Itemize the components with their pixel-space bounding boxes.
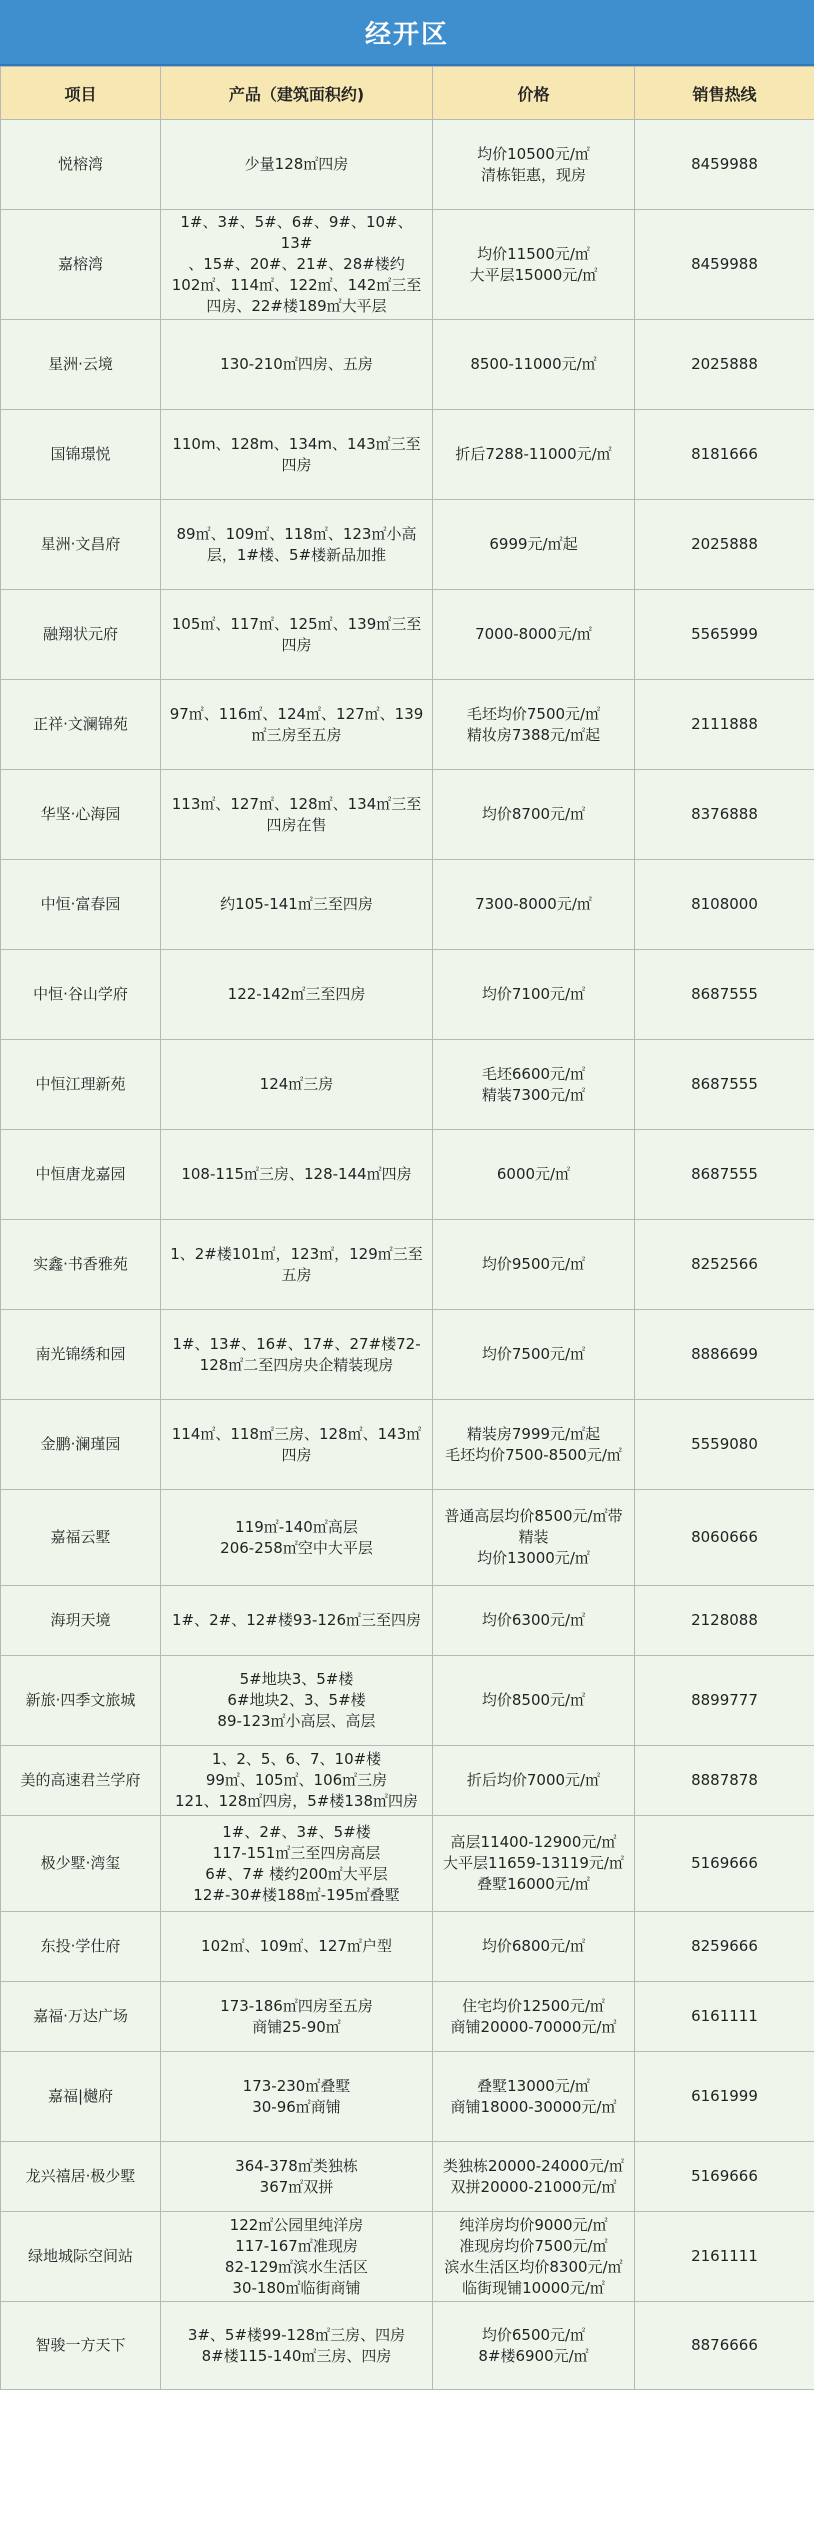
table-row — [1, 860, 814, 950]
price-info: 高层11400-12900元/㎡ 大平层11659-13119元/㎡ 叠墅16000元/㎡ — [433, 1816, 635, 1912]
project-name: 中恒·富春园 — [1, 860, 161, 950]
price-info: 均价8500元/㎡ — [433, 1656, 635, 1746]
table-row — [1, 2052, 814, 2142]
product-info: 122㎡公园里纯洋房 117-167㎡准现房 82-129㎡滨水生活区 30-180㎡临街商铺 — [161, 2212, 433, 2302]
price-info: 类独栋20000-24000元/㎡ 双拼20000-21000元/㎡ — [433, 2142, 635, 2212]
product-info: 173-230㎡叠墅 30-96㎡商铺 — [161, 2052, 433, 2142]
project-name: 中恒·谷山学府 — [1, 950, 161, 1040]
product-info: 1#、2#、3#、5#楼 117-151㎡三至四房高层 6#、7# 楼约200㎡大平层 12#-30#楼188㎡-195㎡叠墅 — [161, 1816, 433, 1912]
sales-hotline: 5565999 — [635, 590, 814, 680]
price-info: 均价6800元/㎡ — [433, 1912, 635, 1982]
sales-hotline: 8459988 — [635, 120, 814, 210]
price-info: 7000-8000元/㎡ — [433, 590, 635, 680]
project-name: 新旅·四季文旅城 — [1, 1656, 161, 1746]
header-project: 项目 — [1, 67, 161, 120]
table-row — [1, 1490, 814, 1586]
project-name: 星洲·云境 — [1, 320, 161, 410]
project-name: 中恒唐龙嘉园 — [1, 1130, 161, 1220]
sales-hotline: 8687555 — [635, 1040, 814, 1130]
product-info: 少量128㎡四房 — [161, 120, 433, 210]
sales-hotline: 2025888 — [635, 320, 814, 410]
product-info: 173-186㎡四房至五房 商铺25-90㎡ — [161, 1982, 433, 2052]
product-info: 89㎡、109㎡、118㎡、123㎡小高 层，1#楼、5#楼新品加推 — [161, 500, 433, 590]
product-info: 119㎡-140㎡高层 206-258㎡空中大平层 — [161, 1490, 433, 1586]
table-row — [1, 210, 814, 320]
price-info: 6999元/㎡起 — [433, 500, 635, 590]
project-name: 实鑫·书香雅苑 — [1, 1220, 161, 1310]
table-row — [1, 770, 814, 860]
sales-hotline: 8259666 — [635, 1912, 814, 1982]
product-info: 1#、3#、5#、6#、9#、10#、13# 、15#、20#、21#、28#楼约 102㎡、114㎡、122㎡、142㎡三至 四房、22#楼189㎡大平层 — [161, 210, 433, 320]
table-row — [1, 2302, 814, 2390]
sales-hotline: 2161111 — [635, 2212, 814, 2302]
header-price: 价格 — [433, 67, 635, 120]
project-name: 智骏一方天下 — [1, 2302, 161, 2390]
sales-hotline: 8687555 — [635, 950, 814, 1040]
project-name: 星洲·文昌府 — [1, 500, 161, 590]
sales-hotline: 6161111 — [635, 1982, 814, 2052]
project-name: 国锦璟悦 — [1, 410, 161, 500]
product-info: 1#、2#、12#楼93-126㎡三至四房 — [161, 1586, 433, 1656]
table-row — [1, 590, 814, 680]
table-row — [1, 680, 814, 770]
table-row — [1, 500, 814, 590]
sales-hotline: 6161999 — [635, 2052, 814, 2142]
table-row — [1, 1130, 814, 1220]
project-name: 嘉福云墅 — [1, 1490, 161, 1586]
table-row — [1, 1040, 814, 1130]
price-info: 均价8700元/㎡ — [433, 770, 635, 860]
sales-hotline: 8687555 — [635, 1130, 814, 1220]
product-info: 114㎡、118㎡三房、128㎡、143㎡ 四房 — [161, 1400, 433, 1490]
table-row — [1, 1746, 814, 1816]
table-row — [1, 320, 814, 410]
project-name: 极少墅·湾玺 — [1, 1816, 161, 1912]
price-info: 均价7500元/㎡ — [433, 1310, 635, 1400]
sales-hotline: 8876666 — [635, 2302, 814, 2390]
product-info: 105㎡、117㎡、125㎡、139㎡三至 四房 — [161, 590, 433, 680]
product-info: 124㎡三房 — [161, 1040, 433, 1130]
project-name: 中恒江理新苑 — [1, 1040, 161, 1130]
project-name: 嘉榕湾 — [1, 210, 161, 320]
product-info: 5#地块3、5#楼 6#地块2、3、5#楼 89-123㎡小高层、高层 — [161, 1656, 433, 1746]
table-row — [1, 120, 814, 210]
table-row — [1, 1220, 814, 1310]
project-name: 海玥天境 — [1, 1586, 161, 1656]
sales-hotline: 8108000 — [635, 860, 814, 950]
product-info: 97㎡、116㎡、124㎡、127㎡、139 ㎡三房至五房 — [161, 680, 433, 770]
sales-hotline: 8376888 — [635, 770, 814, 860]
product-info: 122-142㎡三至四房 — [161, 950, 433, 1040]
product-info: 3#、5#楼99-128㎡三房、四房 8#楼115-140㎡三房、四房 — [161, 2302, 433, 2390]
sales-hotline: 8887878 — [635, 1746, 814, 1816]
price-info: 均价6300元/㎡ — [433, 1586, 635, 1656]
table-row — [1, 1400, 814, 1490]
price-info: 折后均价7000元/㎡ — [433, 1746, 635, 1816]
product-info: 102㎡、109㎡、127㎡户型 — [161, 1912, 433, 1982]
price-info: 住宅均价12500元/㎡ 商铺20000-70000元/㎡ — [433, 1982, 635, 2052]
sales-hotline: 2111888 — [635, 680, 814, 770]
sales-hotline: 8181666 — [635, 410, 814, 500]
project-name: 华坚·心海园 — [1, 770, 161, 860]
table-row — [1, 2212, 814, 2302]
project-name: 悦榕湾 — [1, 120, 161, 210]
product-info: 113㎡、127㎡、128㎡、134㎡三至 四房在售 — [161, 770, 433, 860]
table-row — [1, 2142, 814, 2212]
project-name: 龙兴禧居·极少墅 — [1, 2142, 161, 2212]
table-row — [1, 1816, 814, 1912]
product-info: 1、2#楼101㎡，123㎡，129㎡三至 五房 — [161, 1220, 433, 1310]
table-row — [1, 1982, 814, 2052]
table-row — [1, 1912, 814, 1982]
price-info: 毛坯6600元/㎡ 精装7300元/㎡ — [433, 1040, 635, 1130]
project-name: 嘉福·万达广场 — [1, 1982, 161, 2052]
page-title: 经开区 — [0, 0, 814, 66]
table-row — [1, 1310, 814, 1400]
project-name: 金鹏·澜瑾园 — [1, 1400, 161, 1490]
product-info: 108-115㎡三房、128-144㎡四房 — [161, 1130, 433, 1220]
price-info: 精装房7999元/㎡起 毛坯均价7500-8500元/㎡ — [433, 1400, 635, 1490]
price-info: 均价6500元/㎡ 8#楼6900元/㎡ — [433, 2302, 635, 2390]
listing-table — [0, 66, 814, 2390]
product-info: 约105-141㎡三至四房 — [161, 860, 433, 950]
table-header-row — [1, 67, 814, 120]
project-name: 南光锦绣和园 — [1, 1310, 161, 1400]
sales-hotline: 8886699 — [635, 1310, 814, 1400]
project-name: 美的高速君兰学府 — [1, 1746, 161, 1816]
sales-hotline: 5169666 — [635, 1816, 814, 1912]
project-name: 东投·学仕府 — [1, 1912, 161, 1982]
price-info: 纯洋房均价9000元/㎡ 准现房均价7500元/㎡ 滨水生活区均价8300元/㎡ 临街现铺10000元/㎡ — [433, 2212, 635, 2302]
table-row — [1, 950, 814, 1040]
price-info: 折后7288-11000元/㎡ — [433, 410, 635, 500]
product-info: 1、2、5、6、7、10#楼 99㎡、105㎡、106㎡三房 121、128㎡四房，5#楼138㎡四房 — [161, 1746, 433, 1816]
price-info: 均价10500元/㎡ 清栋钜惠，现房 — [433, 120, 635, 210]
sales-hotline: 5559080 — [635, 1400, 814, 1490]
sales-hotline: 5169666 — [635, 2142, 814, 2212]
sales-hotline: 8060666 — [635, 1490, 814, 1586]
product-info: 110m、128m、134m、143㎡三至 四房 — [161, 410, 433, 500]
price-info: 6000元/㎡ — [433, 1130, 635, 1220]
price-info: 毛坯均价7500元/㎡ 精妆房7388元/㎡起 — [433, 680, 635, 770]
sales-hotline: 2025888 — [635, 500, 814, 590]
sales-hotline: 8252566 — [635, 1220, 814, 1310]
sales-hotline: 2128088 — [635, 1586, 814, 1656]
price-info: 8500-11000元/㎡ — [433, 320, 635, 410]
price-info: 均价9500元/㎡ — [433, 1220, 635, 1310]
project-name: 正祥·文澜锦苑 — [1, 680, 161, 770]
product-info: 1#、13#、16#、17#、27#楼72- 128㎡二至四房央企精装现房 — [161, 1310, 433, 1400]
price-info: 均价11500元/㎡ 大平层15000元/㎡ — [433, 210, 635, 320]
header-hotline: 销售热线 — [635, 67, 814, 120]
price-info: 7300-8000元/㎡ — [433, 860, 635, 950]
sales-hotline: 8459988 — [635, 210, 814, 320]
project-name: 嘉福|樾府 — [1, 2052, 161, 2142]
product-info: 364-378㎡类独栋 367㎡双拼 — [161, 2142, 433, 2212]
price-info: 叠墅13000元/㎡ 商铺18000-30000元/㎡ — [433, 2052, 635, 2142]
project-name: 融翔状元府 — [1, 590, 161, 680]
table-row — [1, 1586, 814, 1656]
sales-hotline: 8899777 — [635, 1656, 814, 1746]
table-row — [1, 1656, 814, 1746]
project-name: 绿地城际空间站 — [1, 2212, 161, 2302]
price-info: 均价7100元/㎡ — [433, 950, 635, 1040]
header-product: 产品（建筑面积约) — [161, 67, 433, 120]
price-info: 普通高层均价8500元/㎡带 精装 均价13000元/㎡ — [433, 1490, 635, 1586]
product-info: 130-210㎡四房、五房 — [161, 320, 433, 410]
table-row — [1, 410, 814, 500]
